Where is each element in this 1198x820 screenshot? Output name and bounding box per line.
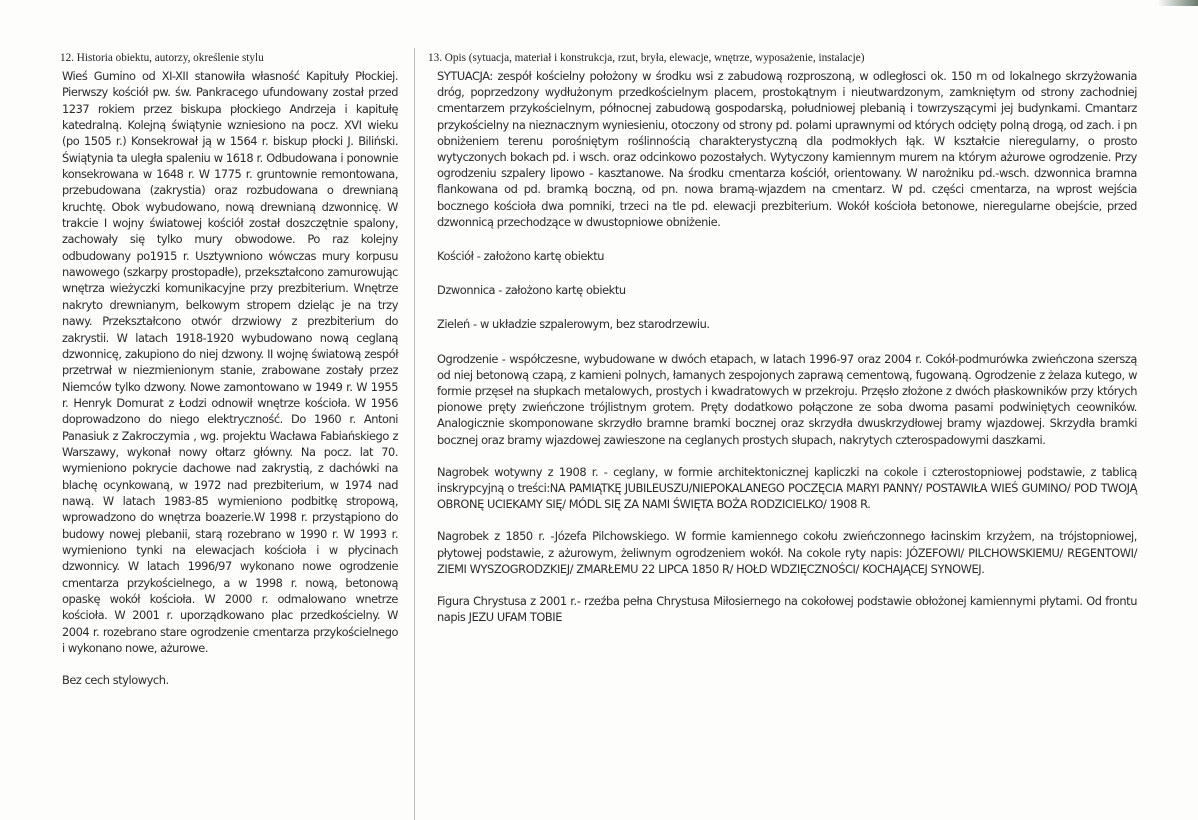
- belfry-note: Dzwonnica - założono kartę obiektu: [437, 283, 626, 298]
- christ-figure-paragraph: Figura Chrystusa z 2001 r.- rzeźba pełna Chrystusa Miłosiernego na cokołowej podstawie obłożonej kamiennymi płytami. Od frontu napis JEZU UFAM TOBIE: [437, 594, 1137, 625]
- fence-paragraph: Ogrodzenie - współczesne, wybudowane w dwóch etapach, w latach 1996-97 oraz 2004 r. Cokół-podmurówka zwieńczona szerszą od niej betonową czapą, z kamieni polnych, łamanych zespojonych zaprawą cementową, fugowaną. Ogrodzenie z żelaza kutego, w formie przęseł na słupkach metalowych, prostych i kwadratowych w przekroju. Przęsło złożone z dwóch płaskowników przy których pionowe pręty zwieńczone trójlistnym grotem. Pręty dodatkowo połączone ze soba dwoma pasami podwiniętych ceowników. Analogicznie skomponowane skrzydło bramne bramki bocznej oraz skrzydła dwuskrzydłowej bramy wjazdowej. Skrzydła bramki bocznej oraz bramy wjazdowej zawieszone na ceglanych prostych słupach, nakrytych czterospadowymi daszkami.: [437, 351, 1137, 447]
- history-text: Wieś Gumino od XI-XII stanowiła własność Kapituły Płockiej. Pierwszy kościół pw. św. Pankracego ufundowany został przed 1237 rokiem przez biskupa płockiego Andrzeja i kapitułę katedralną. Kolejną świątynie wzniesiono na pocz. XVI wieku (po 1505 r.) Konsekrował ją w 1564 r. biskup płocki J. Biliński. Świątynia ta uległa spaleniu w 1618 r. Odbudowana i ponownie konsekrowana w 1648 r. W 1775 r. gruntownie remontowana, przebudowana (zakrystia) oraz rozbudowana o drewnianą kruchtę. Obok wybudowano, nową drewnianą dzwonnicę. W trakcie I wojny światowej kościół został doszczętnie spalony, zachowały się tylko mury obwodowe. Po raz kolejny odbudowany po1915 r. Usztywniono wówczas mury korpusu nawowego (szkarpy prostopadłe), przekształcono zamurowując wnętrza wieżyczki komunikacyjne przy prezbiterium. Wnętrze nakryto drewnianym, belkowym stropem dzieląc je na trzy nawy. Przekształcono otwór drzwiowy z prezbiterium do zakrystii. W latach 1918-1920 wybudowano nową ceglaną dzwonnicę, zakupiono do niej dzwony. II wojnę światową zespół przetrwał w niezmienionym stanie, zrabowane zostały przez Niemców tylko dzwony. Nowe zamontowano w 1949 r. W 1955 r. Henryk Domurat z Łodzi odnowił wnętrze kościoła. W 1956 doprowadzono do niego elektryczność. Do 1960 r. Antoni Panasiuk z Zakroczymia , wg. projektu Wacława Fabiańskiego z Warszawy, wykonał nowy ołtarz główny. Na pocz. lat 70. wymieniono pokrycie dachowe nad zakrystią, z dachówki na blachę ocynkowaną, w 1972 nad prezbiterium, w 1974 nad nawą. W latach 1983-85 wymieniono podbitkę stropową, wprowadzono do wnętrza boazerie.W 1998 r. przystąpiono do budowy nowej plebanii, starą rozebrano w 1990 r. W 1993 r. wymieniono tynki na elewacjach kościoła i w płycinach dzwonnicy. W latach 1996/97 wykonano nowe ogrodzenie cmentarza przykościelnego, a w 1998 r. nową, betonową opaskę wokół kościoła. W 2000 r. odmalowano wnetrze kościoła. W 2001 r. uporządkowano plac przedkościelny. W 2004 r. rozebrano stare ogrodzenie cmentarza przykościelnego i wykonano nowe, ażurowe.: [62, 69, 398, 656]
- column-divider: [414, 48, 415, 820]
- tomb-1850-paragraph: Nagrobek z 1850 r. -Józefa Pilchowskiego. W formie kamiennego cokołu zwieńczonnego łacinskim krzyżem, na trójstopniowej, płytowej podstawie, z ażurowym, żeliwnym ogrodzeniem wokół. Na cokole ryty napis: JÓZEFOWI/ PILCHOWSKIEMU/ REGENTOWI/ ZIEMI WYSZOGRODZKIEJ/ ZMARŁEMU 22 LIPCA 1850 R/ HOŁD WDZIĘCZNOŚCI/ KOCHAJĄCEJ SYNOWEJ.: [437, 529, 1137, 576]
- greenery-note: Zieleń - w układzie szpalerowym, bez starodrzewiu.: [437, 317, 710, 332]
- section-13-heading: 13. Opis (sytuacja, materiał i konstrukcja, rzut, bryła, elewacje, wnętrze, wyposażenie, instalacje): [428, 52, 865, 64]
- style-note: Bez cech stylowych.: [62, 673, 169, 688]
- church-note: Kościół - założono kartę obiektu: [437, 249, 605, 264]
- scan-edge-shadow: [1158, 0, 1198, 6]
- situation-paragraph: SYTUACJA: zespół kościelny położony w środku wsi z zabudową rozproszoną, w odległosci ok. 150 m od lokalnego skrzyżowania dróg, poprzedzony wydłużonym przedkościelnym placem, prostokątnym i nieutwardzonym, zamkniętym od strony zachodniej cmentarzem przykościelnym, północnej zabudową gospodarską, południowej plebanią i towrzyszącymi jej budynkami. Cmantarz przykościelny na nieznacznym wyniesieniu, otoczony od strony pd. polami uprawnymi od których odcięty polną drogą, od zach. i pn obniżeniem terenu porośniętym roślinnością charakterystyczną dla podmokłych łąk. W kształcie nieregularny, o prosto wytyczonych bokach pd. i wsch. oraz odcinkowo pozostałych. Wytyczony kamiennym murem na którym ażurowe ogrodzenie. Przy ogrodzeniu szpalery lipowo - kasztanowe. Na środku cmentarza kościół, orientowany. W narożniku pd.-wsch. dzwonnica bramna flankowana od pd. bramką boczną, od pn. nowa bramą-wjazdem na cmentarz. W pd. części cmentarza, na wprost wejścia bocznego kościoła dwa pomniki, trzeci na tle pd. elewacji prezbiterium. Wokół kościoła betonowe, nieregularne obejście, przed dzwonnicą przechodzące w dwustopniowe obniżenie.: [437, 69, 1137, 229]
- history-column: [62, 68, 398, 689]
- section-12-heading: 12. Historia obiektu, autorzy, określenie stylu: [60, 52, 264, 64]
- votive-tomb-paragraph: Nagrobek wotywny z 1908 r. - ceglany, w formie architektonicznej kapliczki na cokole i czterostopniowej podstawie, z tablicą inskrypcyjną o treści:NA PAMIĄTKĘ JUBILEUSZU/NIEPOKALANEGO POCZĘCIA MARYI PANNY/ POSTAWIŁA WIEŚ GUMINO/ POD TWOJĄ OBRONĘ UCIEKAMY SIĘ/ MÓDL SIĘ ZA NAMI ŚWIĘTA BOŻA RODZICIELKO/ 1908 R.: [437, 464, 1137, 512]
- description-column: [437, 68, 1137, 625]
